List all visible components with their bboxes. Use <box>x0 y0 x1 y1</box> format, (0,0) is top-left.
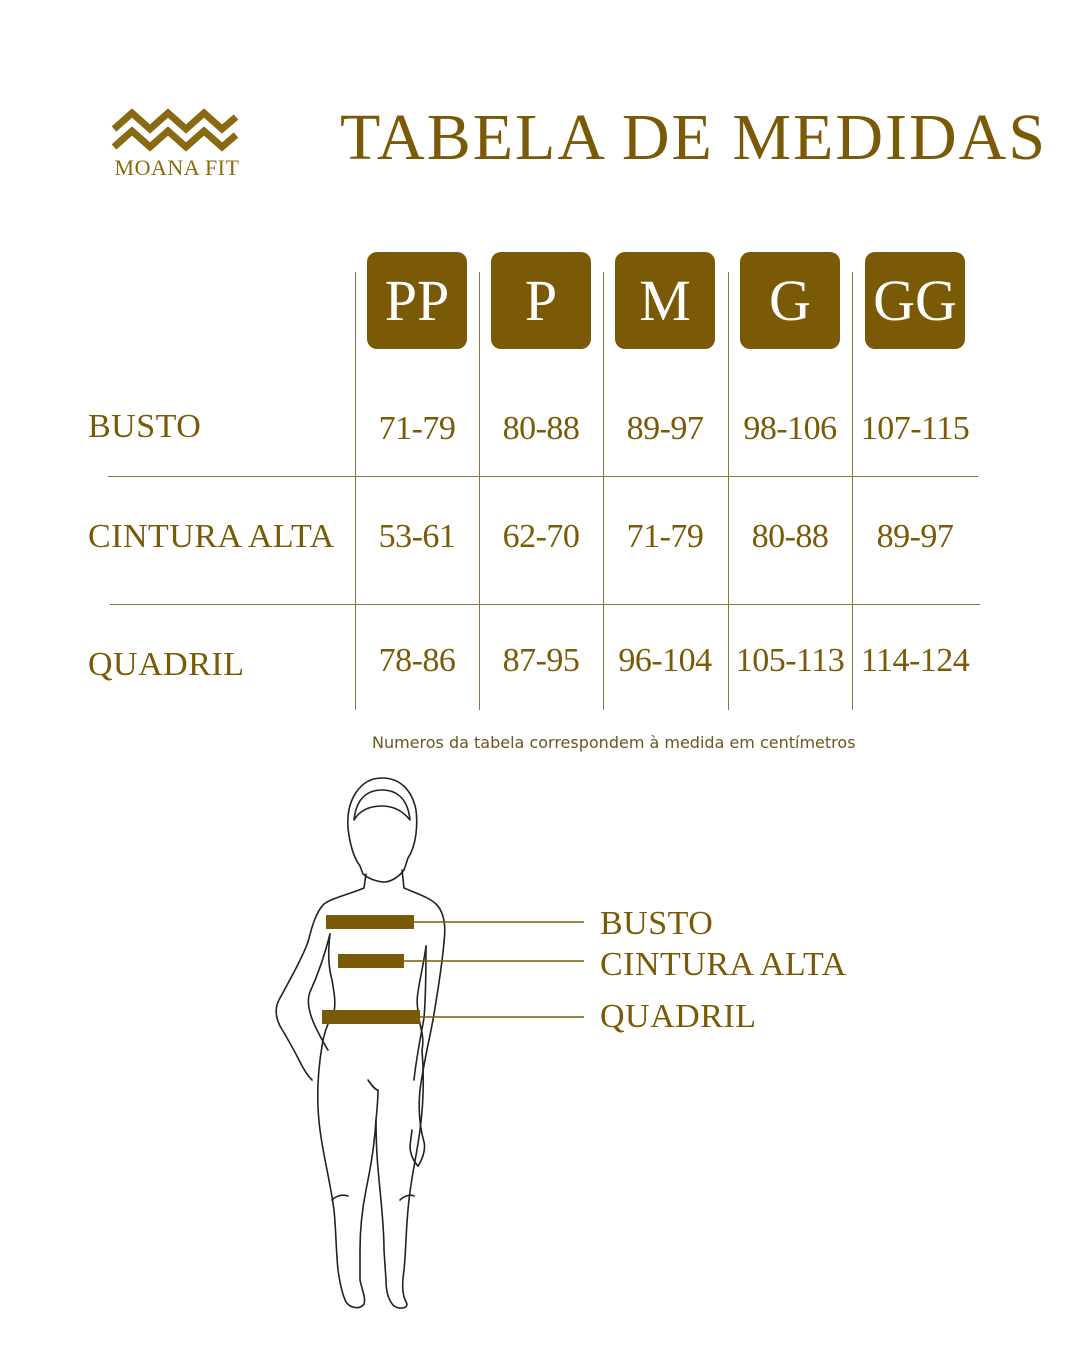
table-cell: 105-113 <box>735 642 845 679</box>
table-cell: 89-97 <box>876 518 954 555</box>
table-cell: 96-104 <box>618 642 712 679</box>
table-cell: 62-70 <box>502 518 580 555</box>
table-cell: 80-88 <box>502 410 580 447</box>
table-cell: 71-79 <box>378 410 456 447</box>
table-cell: 53-61 <box>378 518 456 555</box>
table-cell: 98-106 <box>743 410 837 447</box>
table-cell: 89-97 <box>626 410 704 447</box>
table-divider <box>110 604 980 605</box>
measurement-note: Numeros da tabela correspondem à medida em centímetros <box>372 733 856 752</box>
figure-label-quadril: QUADRIL <box>600 998 757 1035</box>
size-badge-m: M <box>615 252 715 349</box>
table-cell: 114-124 <box>860 642 970 679</box>
size-badge-p: P <box>491 252 591 349</box>
row-label-busto: BUSTO <box>88 408 202 445</box>
row-label-cintura-alta: CINTURA ALTA <box>88 518 335 555</box>
table-cell: 71-79 <box>626 518 704 555</box>
table-cell: 78-86 <box>378 642 456 679</box>
table-cell: 87-95 <box>502 642 580 679</box>
body-silhouette-icon <box>270 770 600 1320</box>
row-label-quadril: QUADRIL <box>88 646 245 683</box>
size-badge-g: G <box>740 252 840 349</box>
page-title: TABELA DE MEDIDAS <box>340 101 1048 174</box>
brand-name: MOANA FIT <box>114 155 240 180</box>
size-badge-gg: GG <box>865 252 965 349</box>
figure-label-busto: BUSTO <box>600 905 714 942</box>
figure-label-cintura-alta: CINTURA ALTA <box>600 946 847 983</box>
table-cell: 80-88 <box>751 518 829 555</box>
table-cell: 107-115 <box>860 410 970 447</box>
table-divider <box>108 476 978 477</box>
size-badge-pp: PP <box>367 252 467 349</box>
